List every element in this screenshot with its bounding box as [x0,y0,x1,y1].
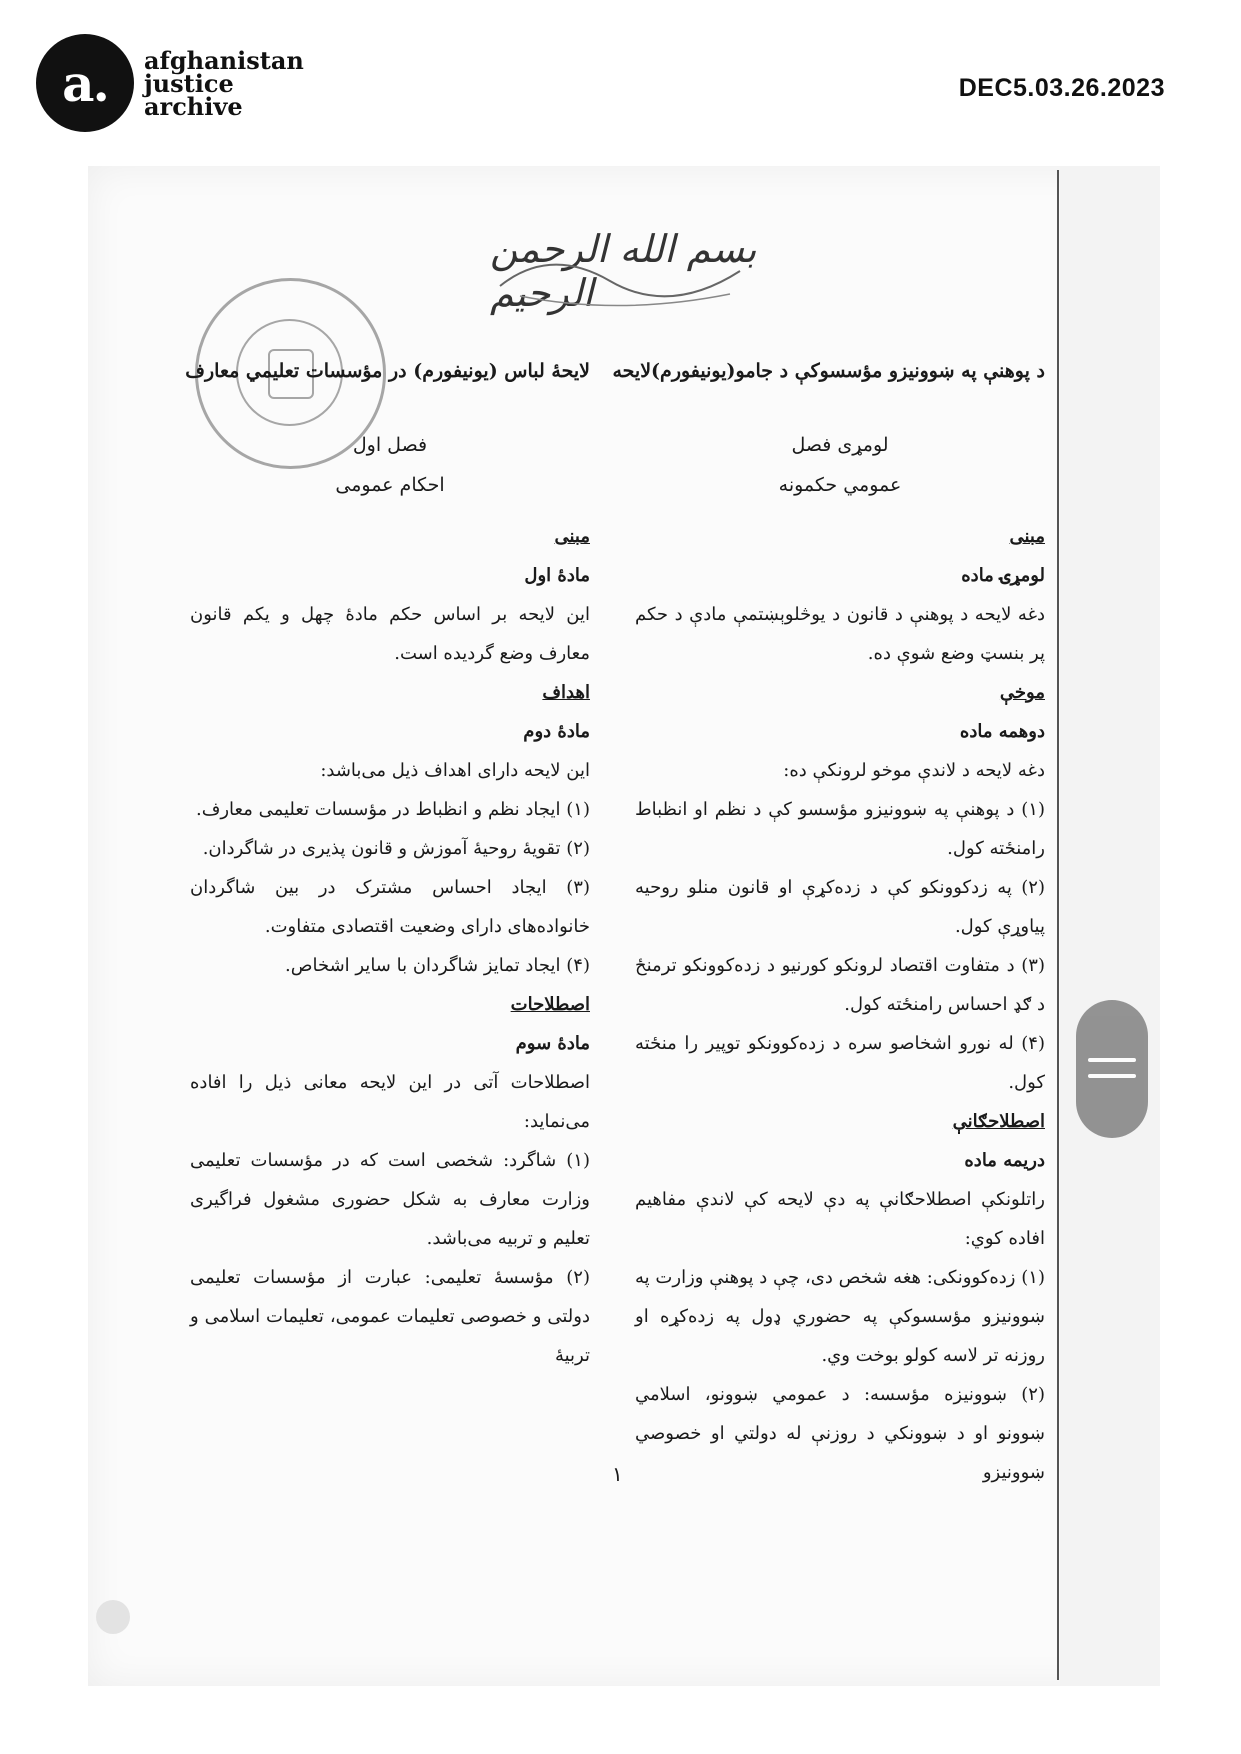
basmala-calligraphy [490,226,760,316]
pashto-heading-basis: مبنی [1009,526,1045,547]
handle-bar-icon [1088,1074,1136,1078]
pashto-definition-item: (۱) زده‌کوونکی: هغه شخص دی، چې د پوهنې وزارت په ښوونيزو مؤسسوکې په حضوري ډول په زده‌کړه او روزنه تر لاسه کولو بوخت وي. [635,1267,1045,1366]
dari-column [185,352,590,1375]
dari-article-2-text: اين لايحه دارای اهداف ذيل می‌باشد: [320,760,590,781]
dari-article-1: مادهٔ اول [524,565,590,586]
pashto-chapter [635,425,1045,505]
pashto-title: د پوهنې په ښوونيزو مؤسسوکې د جامو(يونيفورم)لايحه [612,360,1045,382]
pashto-chapter-number: لومړی فصل [791,434,889,456]
pashto-article-1-text: دغه لايحه د پوهنې د قانون د يوڅلوېښتمې مادې د حکم پر بنسټ وضع شوې ده. [635,604,1045,664]
document-code: DEC5.03.26.2023 [958,74,1165,102]
scan-artifact [96,1600,130,1634]
dari-chapter-number: فصل اول [352,434,428,456]
dari-heading-basis: مبنی [554,526,590,547]
pashto-definition-item: (۲) ښوونيزه مؤسسه: د عمومي ښوونو، اسلامي ښوونو او د ښوونکي د روزنې له دولتي او خصوصي ښوونيزو [635,1384,1045,1483]
pashto-heading-terms: اصطلاحګانې [952,1111,1045,1132]
dari-chapter [190,425,590,505]
scroll-handle[interactable] [1076,1000,1148,1138]
logo-line-2: justice [144,68,234,98]
dari-article-3-text: اصطلاحات آتی در اين لايحه معانی ذيل را افاده می‌نمايد: [190,1072,590,1132]
dari-definition-item: (۲) مؤسسهٔ تعليمی: عبارت از مؤسسات تعليمی دولتی و خصوصی تعليمات عمومی، تعليمات اسلامی و تربيهٔ [190,1267,590,1366]
pashto-goal-item: (۲) په زدکوونکو کې د زده‌کړې او قانون منلو روحيه پياوړې کول. [635,877,1045,937]
pashto-article-1: لومړۍ ماده [961,565,1045,586]
handle-bar-icon [1088,1058,1136,1062]
page-edge-line [1057,170,1059,1680]
pashto-heading-goals: موخې [999,682,1045,703]
logo-mark-text: a. [62,53,108,113]
pashto-article-3-text: راتلونکې اصطلاحګانې په دې لايحه کې لاندې مفاهيم افاده کوي: [635,1189,1045,1249]
dari-article-2: مادهٔ دوم [523,721,590,742]
dari-article-3: مادهٔ سوم [515,1033,590,1054]
archive-logo [36,34,304,132]
logo-mark-icon [36,34,134,132]
pashto-article-2: دوهمه ماده [959,721,1045,742]
pashto-goal-item: (۱) د پوهنې په ښوونيزو مؤسسو کې د نظم او انظباط رامنځته کول. [635,799,1045,859]
basmala-text: بسم الله الرحمن الرحيم [490,227,757,315]
pashto-article-3: دريمه ماده [964,1150,1045,1171]
page-margin-shade [1060,166,1160,1686]
dari-goal-item: (۱) ايجاد نظم و انظباط در مؤسسات تعليمی معارف. [195,799,590,820]
dari-heading-terms: اصطلاحات [510,994,590,1015]
dari-title: لايحهٔ لباس (يونيفورم) در مؤسسات تعليمي معارف [185,360,590,382]
dari-heading-goals: اهداف [542,682,590,703]
pashto-goal-item: (۳) د متفاوت اقتصاد لرونکو کورنيو د زده‌کوونکو ترمنځ د ګډ احساس رامنځته کول. [635,955,1045,1015]
pashto-article-2-text: دغه لايحه د لاندې موخو لرونکې ده: [783,760,1045,781]
pashto-goal-item: (۴) له نورو اشخاصو سره د زده‌کوونکو توپير را منځته کول. [635,1033,1045,1093]
logo-line-1: afghanistan [144,45,304,75]
pashto-column [612,352,1045,1492]
dari-goal-item: (۳) ايجاد احساس مشترک در بين شاگردان خانواده‌های دارای وضعيت اقتصادی متفاوت. [190,877,590,937]
logo-line-3: archive [144,91,243,121]
dari-goal-item: (۲) تقويهٔ روحيهٔ آموزش و قانون پذيری در شاگردان. [202,838,590,859]
logo-wordmark [144,45,304,121]
pashto-chapter-name: عمومي حکمونه [778,474,902,496]
dari-chapter-name: احکام عمومی [335,474,445,496]
calligraphy-flourish-icon [490,226,760,316]
dari-definition-item: (۱) شاگرد: شخصی است که در مؤسسات تعليمی وزارت معارف به شکل حضوری مشغول فراگيری تعليم و تربيه می‌باشد. [190,1150,590,1249]
page-number: ۱ [612,1462,623,1486]
dari-article-1-text: اين لايحه بر اساس حکم مادهٔ چهل و يکم قانون معارف وضع گرديده است. [190,604,590,664]
dari-goal-item: (۴) ايجاد تمايز شاگردان با ساير اشخاص. [284,955,590,976]
